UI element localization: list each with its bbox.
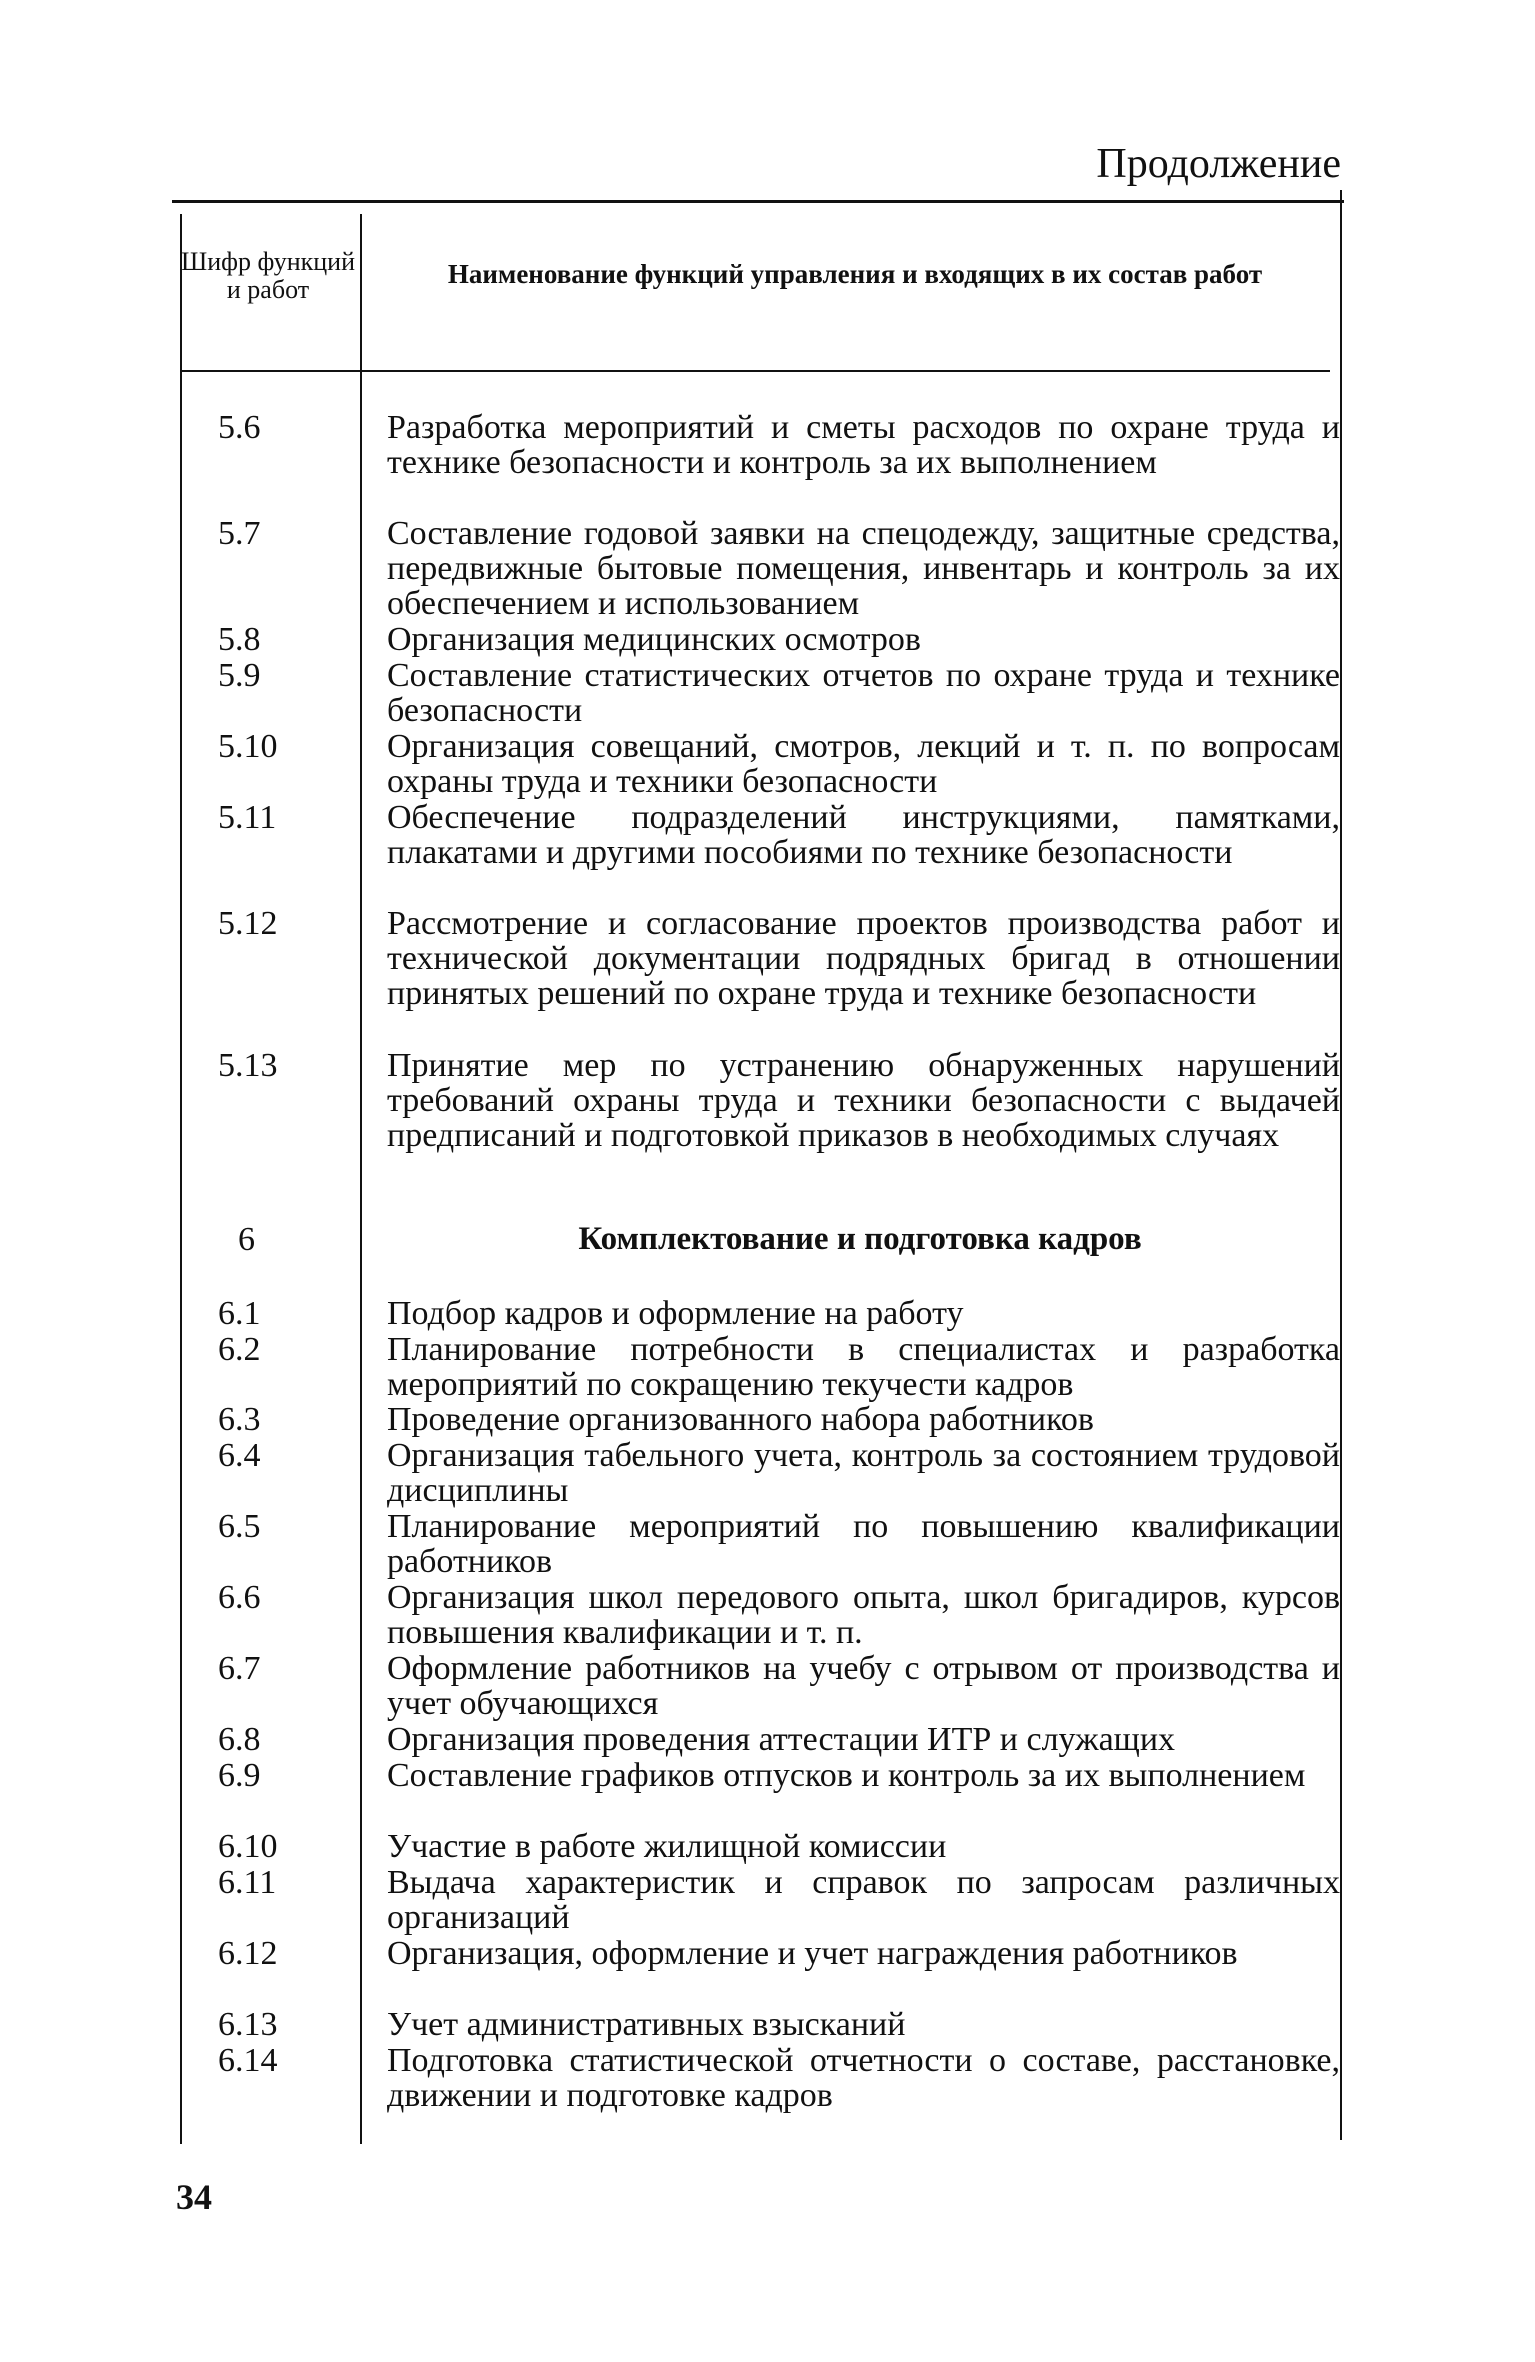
row-code: 6.3 <box>218 1401 261 1438</box>
row-text: Организация медицинских осмотров <box>387 621 921 658</box>
row-code: 5.8 <box>218 621 261 658</box>
row-code: 5.9 <box>218 657 261 694</box>
row-text: Оформление работников на учебу с отрывом от производства и учет обучающихся <box>387 1650 1340 1722</box>
row-code: 6.1 <box>218 1295 261 1332</box>
row-code: 5.6 <box>218 409 261 446</box>
row-code: 5.12 <box>218 905 278 942</box>
row-text: Составление статистических отчетов по охране труда и технике безопасности <box>387 657 1340 729</box>
row-text: Подготовка статистической отчетности о составе, расстановке, движении и подготовке кадров <box>387 2042 1340 2114</box>
row-code: 6.2 <box>218 1331 261 1368</box>
row-code: 6.4 <box>218 1437 261 1474</box>
table-right-rule <box>1340 190 1342 2140</box>
page-number: 34 <box>176 2177 212 2217</box>
row-text: Выдача характеристик и справок по запросам различных организаций <box>387 1864 1340 1936</box>
row-code: 5.7 <box>218 515 261 552</box>
row-code: 6.6 <box>218 1579 261 1616</box>
row-text: Организация школ передового опыта, школ бригадиров, курсов повышения квалификации и т. п. <box>387 1579 1340 1651</box>
row-text: Организация табельного учета, контроль за состоянием трудовой дисциплины <box>387 1437 1340 1509</box>
row-code: 5.13 <box>218 1047 278 1084</box>
row-text: Подбор кадров и оформление на работу <box>387 1295 964 1332</box>
row-text: Разработка мероприятий и сметы расходов по охране труда и технике безопасности и контроль за их выполнением <box>387 409 1340 481</box>
row-text: Составление годовой заявки на спецодежду, защитные средства, передвижные бытовые помещения, инвентарь и контроль за их обеспечением и использованием <box>387 515 1340 622</box>
table-top-rule <box>172 200 1344 203</box>
row-code: 6.8 <box>218 1721 261 1758</box>
row-code: 6.12 <box>218 1935 278 1972</box>
continuation-label: Продолжение <box>1096 141 1341 187</box>
header-bottom-rule <box>182 370 1330 372</box>
row-code: 6.9 <box>218 1757 261 1794</box>
section-title: Комплектование и подготовка кадров <box>578 1221 1142 1257</box>
row-code: 6.10 <box>218 1828 278 1865</box>
section-code: 6 <box>238 1221 255 1258</box>
row-text: Принятие мер по устранению обнаруженных нарушений требований охраны труда и техники безопасности с выдачей предписаний и подготовкой приказов в необходимых случаях <box>387 1047 1340 1154</box>
table-left-rule <box>180 214 182 2144</box>
row-text: Обеспечение подразделений инструкциями, памятками, плакатами и другими пособиями по технике безопасности <box>387 799 1340 871</box>
row-code: 6.14 <box>218 2042 278 2079</box>
row-text: Участие в работе жилищной комиссии <box>387 1828 947 1865</box>
row-text: Проведение организованного набора работников <box>387 1401 1094 1438</box>
row-code: 6.11 <box>218 1864 277 1901</box>
header-name-column: Наименование функций управления и входящих в их состав работ <box>447 259 1263 289</box>
row-code: 5.10 <box>218 728 278 765</box>
header-code-column: Шифр функций и работ <box>181 247 355 304</box>
row-code: 6.5 <box>218 1508 261 1545</box>
row-text: Планирование потребности в специалистах и разработка мероприятий по сокращению текучести кадров <box>387 1331 1340 1403</box>
row-text: Планирование мероприятий по повышению квалификации работников <box>387 1508 1340 1580</box>
column-divider-rule <box>360 214 362 2144</box>
row-code: 5.11 <box>218 799 277 836</box>
row-code: 6.7 <box>218 1650 261 1687</box>
row-text: Рассмотрение и согласование проектов производства работ и технической документации подрядных бригад в отношении принятых решений по охране труда и технике безопасности <box>387 905 1340 1012</box>
row-text: Организация проведения аттестации ИТР и служащих <box>387 1721 1176 1758</box>
row-text: Организация совещаний, смотров, лекций и т. п. по вопросам охраны труда и техники безопасности <box>387 728 1340 800</box>
row-text: Организация, оформление и учет награждения работников <box>387 1935 1238 1972</box>
row-text: Учет административных взысканий <box>387 2006 906 2043</box>
row-code: 6.13 <box>218 2006 278 2043</box>
row-text: Составление графиков отпусков и контроль за их выполнением <box>387 1757 1306 1794</box>
